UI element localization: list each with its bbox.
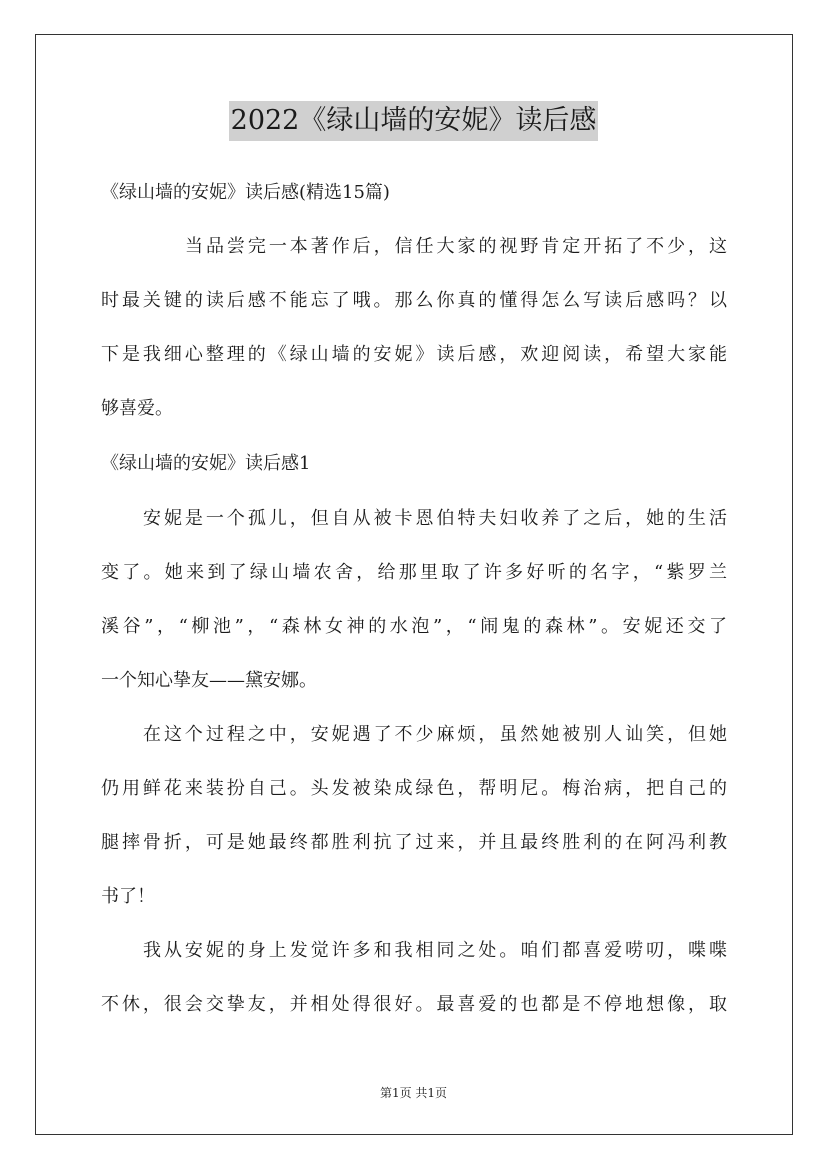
paragraph-line: 安妮是一个孤儿，但自从被卡恩伯特夫妇收养了之后，她的生活 xyxy=(143,508,727,529)
paragraph-line: 书了！ xyxy=(101,886,155,907)
paragraph-line: 溪谷”，“柳池”，“森林女神的水泡”，“闹鬼的森林”。安妮还交了 xyxy=(101,616,727,637)
paragraph-line: 一个知心挚友——黛安娜。 xyxy=(101,670,317,691)
paragraph-line: 我从安妮的身上发觉许多和我相同之处。咱们都喜爱唠叨，喋喋 xyxy=(143,940,727,961)
paragraph-line: 在这个过程之中，安妮遇了不少麻烦，虽然她被别人讪笑，但她 xyxy=(143,724,727,745)
title-wrap xyxy=(0,101,827,141)
paragraph-line: 仍用鲜花来装扮自己。头发被染成绿色，帮明尼。梅治病，把自己的 xyxy=(101,778,727,799)
section-heading: 《绿山墙的安妮》读后感1 xyxy=(101,453,311,474)
document-title: 2022《绿山墙的安妮》读后感 xyxy=(229,101,599,141)
paragraph-line: 够喜爱。 xyxy=(101,398,173,419)
paragraph-line: 腿摔骨折，可是她最终都胜利抗了过来，并且最终胜利的在阿冯利教 xyxy=(101,832,727,853)
paragraph-line: 时最关键的读后感不能忘了哦。那么你真的懂得怎么写读后感吗？以 xyxy=(101,290,727,311)
document-subtitle: 《绿山墙的安妮》读后感(精选15篇) xyxy=(101,182,390,203)
paragraph-line: 当品尝完一本著作后，信任大家的视野肯定开拓了不少，这 xyxy=(185,236,727,257)
paragraph-line: 不休，很会交挚友，并相处得很好。最喜爱的也都是不停地想像，取 xyxy=(101,994,727,1015)
paragraph-line: 变了。她来到了绿山墙农舍，给那里取了许多好听的名字，“紫罗兰 xyxy=(101,562,727,583)
paragraph-line: 下是我细心整理的《绿山墙的安妮》读后感，欢迎阅读，希望大家能 xyxy=(101,344,727,365)
page-footer: 第1页 共1页 xyxy=(379,1086,448,1100)
